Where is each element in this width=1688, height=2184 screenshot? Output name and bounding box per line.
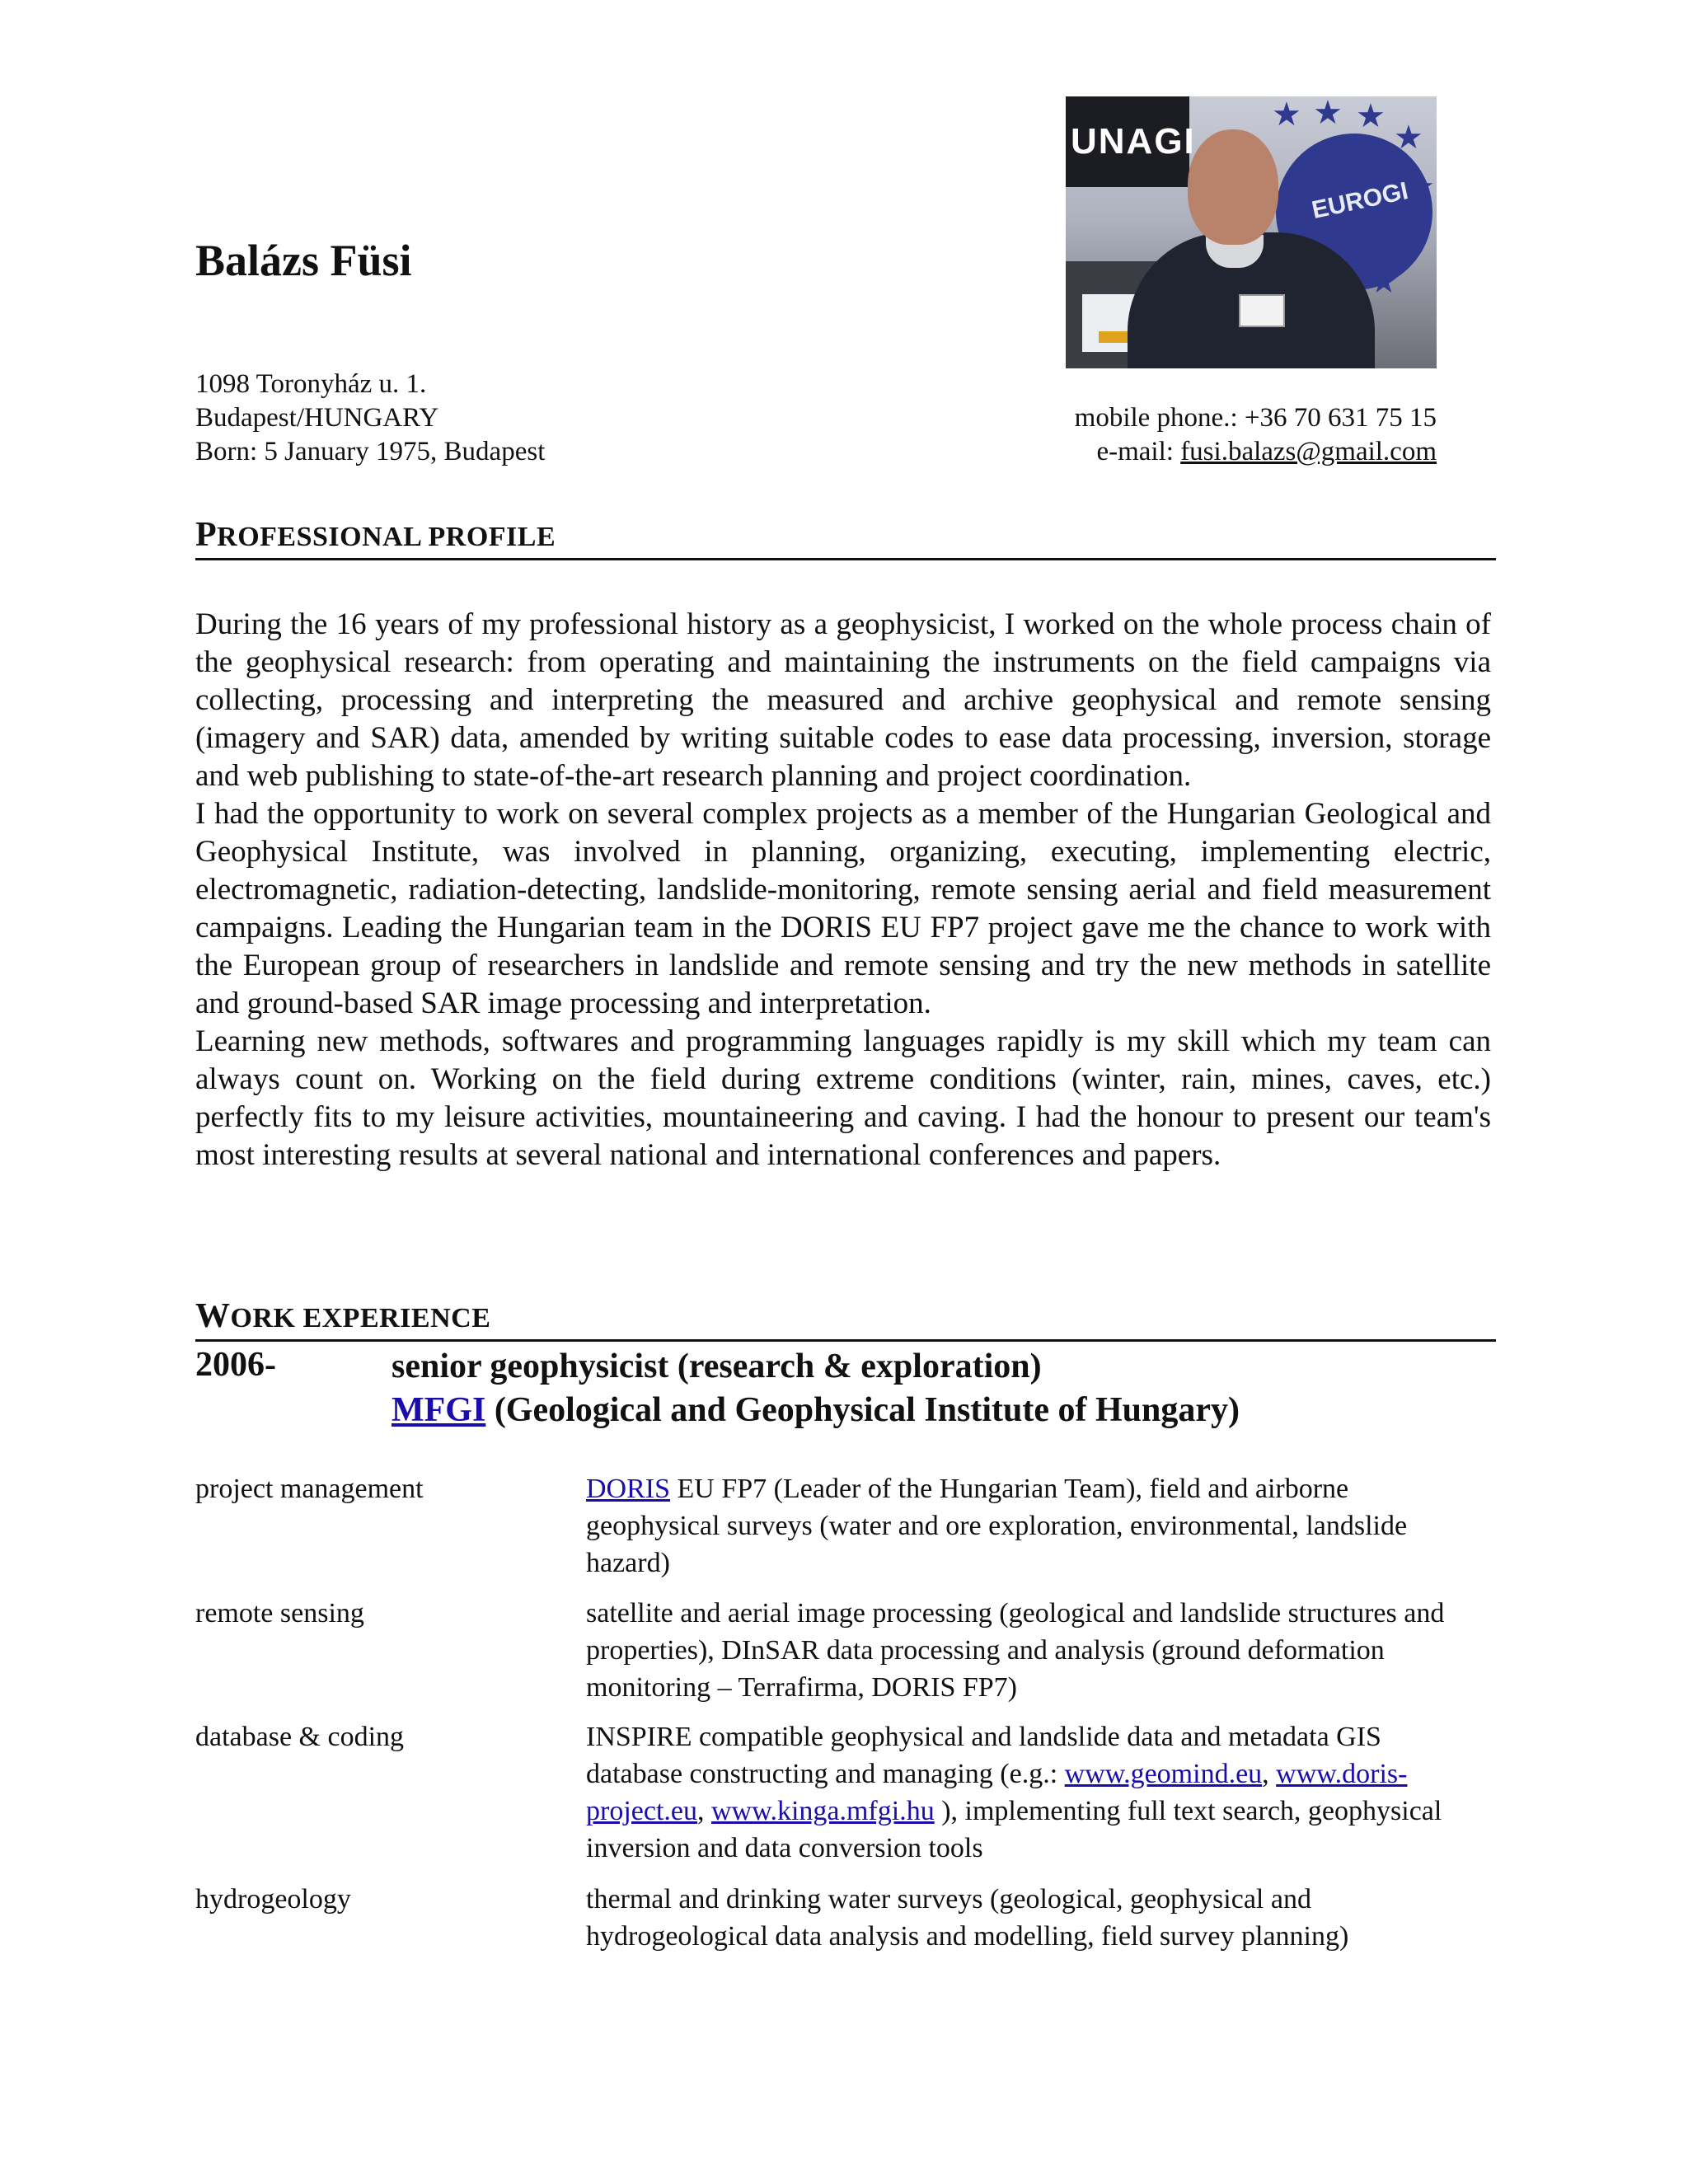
row-label: hydrogeology bbox=[195, 1884, 351, 1915]
section-initial: W bbox=[195, 1297, 231, 1335]
person-name: Balázs Füsi bbox=[195, 236, 412, 285]
profile-photo bbox=[1066, 96, 1437, 368]
star-icon: ★ bbox=[1405, 168, 1435, 205]
profile-paragraph: Learning new methods, softwares and programming languages rapidly is my skill which my team can always count on. Working on the field during extreme conditions (winter, rain, mines, caves, etc.) perfectly fits to my leisure activities, mountaineering and caving. I had the honour to present our team's most interesting results at several national and international conferences and papers. bbox=[195, 1024, 1491, 1172]
section-professional-profile bbox=[195, 515, 1496, 560]
section-initial: P bbox=[195, 516, 218, 554]
row-text: INSPIRE compatible geophysical and landslide data and metadata GIS database constructing and managing (e.g.: bbox=[586, 1722, 1381, 1789]
star-icon: ★ bbox=[1400, 222, 1429, 259]
geomind-link[interactable]: www.geomind.eu bbox=[1064, 1759, 1263, 1789]
separator: , bbox=[1262, 1759, 1277, 1789]
row-description bbox=[586, 1470, 1476, 1582]
section-work-experience bbox=[195, 1296, 1496, 1342]
birth-info: Born: 5 January 1975, Budapest bbox=[195, 437, 546, 466]
row-text: EU FP7 (Leader of the Hungarian Team), field and airborne geophysical surveys (water and ore exploration, environmental, landslide hazard) bbox=[586, 1474, 1408, 1578]
row-description: thermal and drinking water surveys (geological, geophysical and hydrogeological data analysis and modelling, field survey planning) bbox=[586, 1884, 1349, 1952]
job-title bbox=[392, 1345, 1240, 1432]
job-year: 2006- bbox=[195, 1346, 276, 1384]
row-description bbox=[586, 1718, 1476, 1867]
name-badge bbox=[1239, 294, 1285, 327]
phone-number: mobile phone.: +36 70 631 75 15 bbox=[1074, 403, 1437, 433]
row-text: ), implementing full text search, geophysical inversion and data conversion tools bbox=[586, 1796, 1442, 1863]
row-label: remote sensing bbox=[195, 1598, 364, 1629]
star-icon: ★ bbox=[1394, 119, 1423, 156]
email-label: e-mail: bbox=[1096, 437, 1181, 466]
star-icon: ★ bbox=[1356, 97, 1386, 134]
doris-link[interactable]: DORIS bbox=[586, 1474, 671, 1504]
org-name: (Geological and Geophysical Institute of Hungary) bbox=[485, 1391, 1240, 1429]
job-organization bbox=[392, 1389, 1240, 1432]
star-icon: ★ bbox=[1369, 263, 1399, 300]
kinga-link[interactable]: www.kinga.mfgi.hu bbox=[711, 1796, 935, 1826]
section-rest: ROFESSIONAL PROFILE bbox=[217, 522, 556, 552]
eurogi-logo-text: EUROGI bbox=[1309, 177, 1411, 224]
person-head bbox=[1188, 129, 1278, 245]
section-rest: ORK EXPERIENCE bbox=[230, 1303, 491, 1333]
address-city: Budapest/HUNGARY bbox=[195, 403, 439, 433]
row-label: database & coding bbox=[195, 1722, 405, 1752]
separator: , bbox=[697, 1796, 711, 1826]
star-icon: ★ bbox=[1313, 96, 1343, 131]
row-description: satellite and aerial image processing (geological and landslide structures and properties), DInSAR data processing and analysis (ground deformation monitoring – Terrafirma, DORIS FP7) bbox=[586, 1598, 1445, 1703]
doris-project-link[interactable]: www.doris-project.eu bbox=[586, 1759, 1408, 1826]
address-street: 1098 Toronyház u. 1. bbox=[195, 369, 427, 399]
photo-banner: UNAGI bbox=[1066, 96, 1189, 187]
profile-text bbox=[195, 606, 1491, 1174]
star-icon: ★ bbox=[1272, 96, 1301, 133]
job-position: senior geophysicist (research & exploration) bbox=[392, 1347, 1042, 1385]
profile-paragraph: I had the opportunity to work on several complex projects as a member of the Hungarian Geological and Geophysical Institute, was involved in planning, organizing, executing, implementing electric, electromagnetic, radiation-detecting, landslide-monitoring, remote sensing aerial and field measurement campaigns. Leading the Hungarian team in the DORIS EU FP7 project gave me the chance to work with the European group of researchers in landslide and remote sensing and try the new methods in satellite and ground-based SAR image processing and interpretation. bbox=[195, 797, 1491, 1020]
email-link[interactable]: fusi.balazs@gmail.com bbox=[1180, 437, 1437, 466]
email-line bbox=[1096, 435, 1437, 469]
row-label: project management bbox=[195, 1474, 424, 1504]
org-link[interactable]: MFGI bbox=[392, 1391, 486, 1429]
profile-paragraph: During the 16 years of my professional history as a geophysicist, I worked on the whole process chain of the geophysical research: from operating and maintaining the instruments on the field campaigns via collecting, processing and interpreting the measured and archive geophysical and remote sensing (imagery and SAR) data, amended by writing suitable codes to ease data processing, inversion, storage and web publishing to state-of-the-art research planning and project coordination. bbox=[195, 607, 1491, 793]
